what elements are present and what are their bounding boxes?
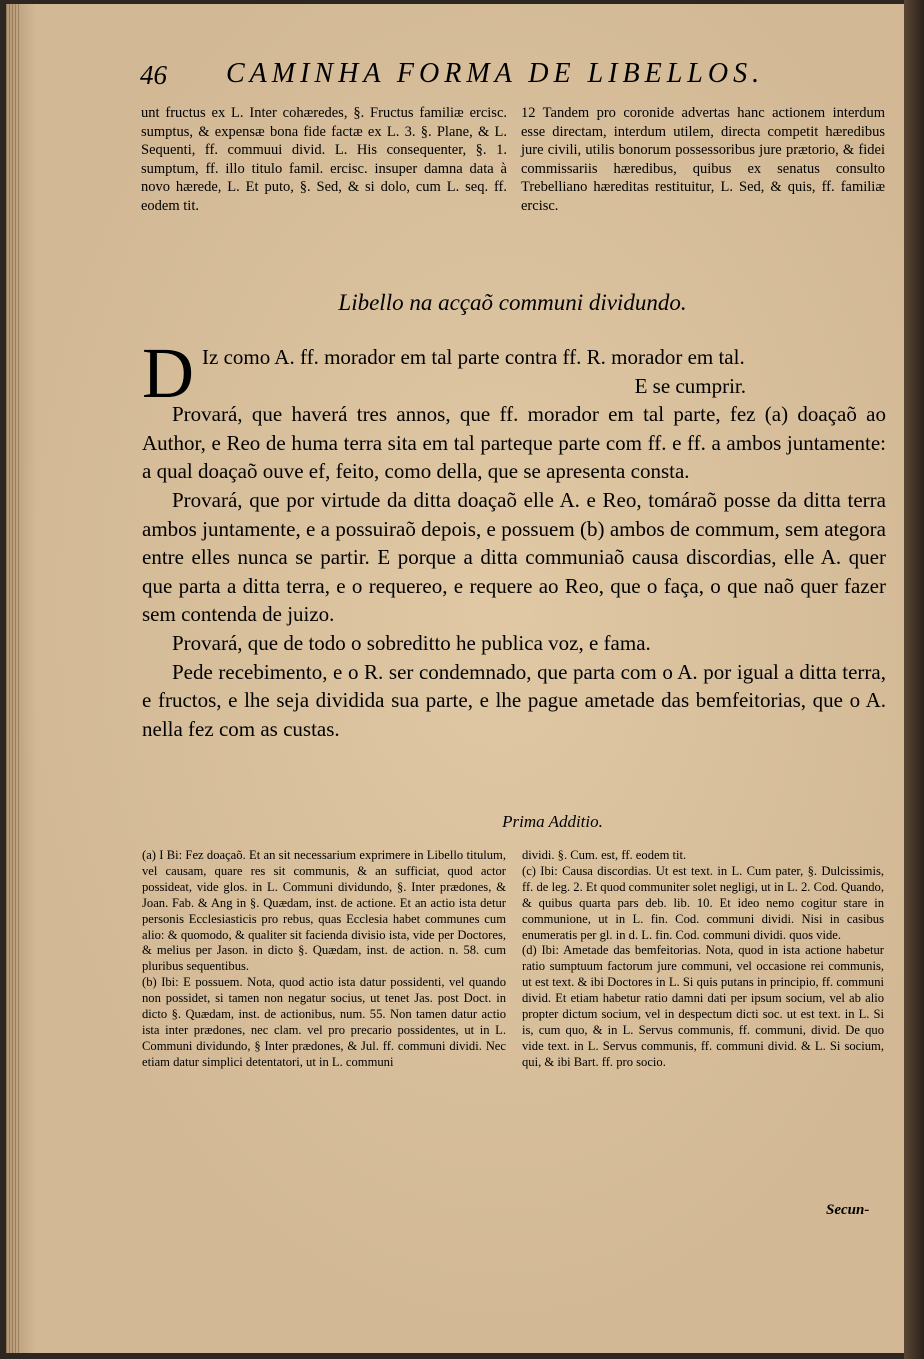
note-b: (b) Ibi: E possuem. Nota, quod actio ista datur possidenti, vel quando non possidet, si tamen non negatur socius, ut tenet Jas. post Doct. in dicto §. Quædam, inst. de actionibus, num. 55. Non tamen datur actio ista inter prædones, nec clam. vel pro precario possidentes, ut in L. Communi dividundo, § Inter prædones, & Jul. ff. communi dividi. Nec etiam datur simplici detentatori, ut in L. communi <box>142 975 506 1069</box>
notes-right-column <box>522 848 884 1071</box>
opening-text: Iz como A. ff. morador em tal parte contra ff. R. morador em tal. <box>202 345 745 369</box>
note-c: (c) Ibi: Causa discordias. Ut est text. in L. Cum pater, §. Dulcissimis, ff. de leg. 2. Et quod communiter solet negligi, ut in L. 2. Cod. Quando, & quibus quarta pars deb. lib. 10. Et ideo nemo cogitur stare in communione, ut in L. fin. Cod. communi dividi. Nisi in casibus enumeratis per gl. in d. L. fin. Cod. communi dividi. quos vide. <box>522 863 884 942</box>
section-title: Libello na acçaõ communi dividundo. <box>338 290 687 315</box>
note-a: (a) I Bi: Fez doaçaõ. Et an sit necessarium exprimere in Libello titulum, vel causam, quare res sit communis, & an sufficiat, quod actor possideat, vide glos. in L. Communi dividundo, §. Inter prædones, & Joan. Fab. & Ang in §. Quædam, inst. de actione. Et an actio ista detur personis Ecclesiasticis pro rebus, quas Ecclesia habet communes cum alio: & quomodo, & qualiter sit facienda divisio ista, vide per Doctores, & melius per Jason. in dicto §. Quædam, inst. de action. n. 58. cum pluribus sequentibus. <box>142 848 506 974</box>
body-paragraph-3: Provará, que de todo o sobreditto he publica voz, e fama. <box>172 630 651 655</box>
note-d: (d) Ibi: Ametade das bemfeitorias. Nota, quod in ista actione habetur ratio sumptuum factorum jure communi, vel occasione rei communis, ut est text. & ibi Doctores in L. Si quis putans in principio, ff. communi divid. Et etiam habetur ratio damni dati per ipsum socium, vel ab alio propter dictum socium, vel in despectum dicti soc. ut est text. in L. Si is, cum quo, & in L. Servus communis, ff. communi, divid. De quo vide text. in L. Servus communis, ff. communi divid. & L. Si socium, qui, & ibi Bart. ff. pro socio. <box>522 943 884 1069</box>
book-spine-edge <box>904 0 924 1359</box>
opening-paragraph <box>142 333 886 413</box>
page-number: 46 <box>140 60 167 90</box>
opening-end-text: E se cumprir. <box>634 373 746 398</box>
libello-body <box>142 333 886 743</box>
running-head <box>140 58 880 94</box>
drop-cap: D <box>142 333 194 413</box>
top-right-column-text: 12 Tandem pro coronide advertas hanc actionem interdum esse directam, interdum utilem, directa competit hæredibus jure civili, utilis bonorum possessoribus jure prætorio, & fidei commissariis hæredibus, quibus ex senatus consulto Trebelliano hæreditas restituitur, L. Sed, & quis, ff. familiæ ercisc. <box>521 105 885 214</box>
catchword: Secun- <box>826 1202 870 1218</box>
note-b-continued: dividi. §. Cum. est, ff. eodem tit. <box>522 848 687 862</box>
top-left-column-text: unt fructus ex L. Inter cohæredes, §. Fructus familiæ ercisc. sumptus, & expensæ bona fide factæ ex L. 3. §. Plane, & L. Sequenti, ff. commuui divid. L. His consequenter, §. 1. sumptum, ff. illo titulo famil. ercisc. insuper damna data à novo hærede, L. Et puto, §. Sed, & si dolo, cum L. seq. ff. eodem tit. <box>141 105 507 214</box>
notes-left-column <box>142 848 506 1071</box>
addition-title: Prima Additio. <box>502 812 603 831</box>
page-gutter-edge <box>6 4 20 1353</box>
running-title: CAMINHA FORMA DE LIBELLOS. <box>226 58 765 89</box>
body-paragraph-2: Provará, que por virtude da ditta doaçaõ elle A. e Reo, tomáraõ posse da ditta terra ambos juntamente, e a possuiraõ depois, e possuem (b) ambos de commum, sem ategora entre elles nunca se partir. E porque a ditta communiaõ causa discordias, elle A. quer que parta a ditta terra, e o requereo, e requere ao Reo, que o faça, o que naõ quer fazer sem contenda de juizo. <box>142 487 886 627</box>
body-paragraph-1: Provará, que haverá tres annos, que ff. morador em tal parte, fez (a) doaçaõ ao Author, e Reo de huma terra sita em tal parteque parte com ff. e ff. a ambos juntamente: a qual doaçaõ ouve ef, feito, como della, que se apresenta consta. <box>142 402 886 484</box>
body-paragraph-4: Pede recebimento, e o R. ser condemnado, que parta com o A. por igual a ditta terra, e fructos, e lhe seja dividida sua parte, e lhe pague ametade das bemfeitorias, que o A. nella fez com as custas. <box>142 659 886 741</box>
